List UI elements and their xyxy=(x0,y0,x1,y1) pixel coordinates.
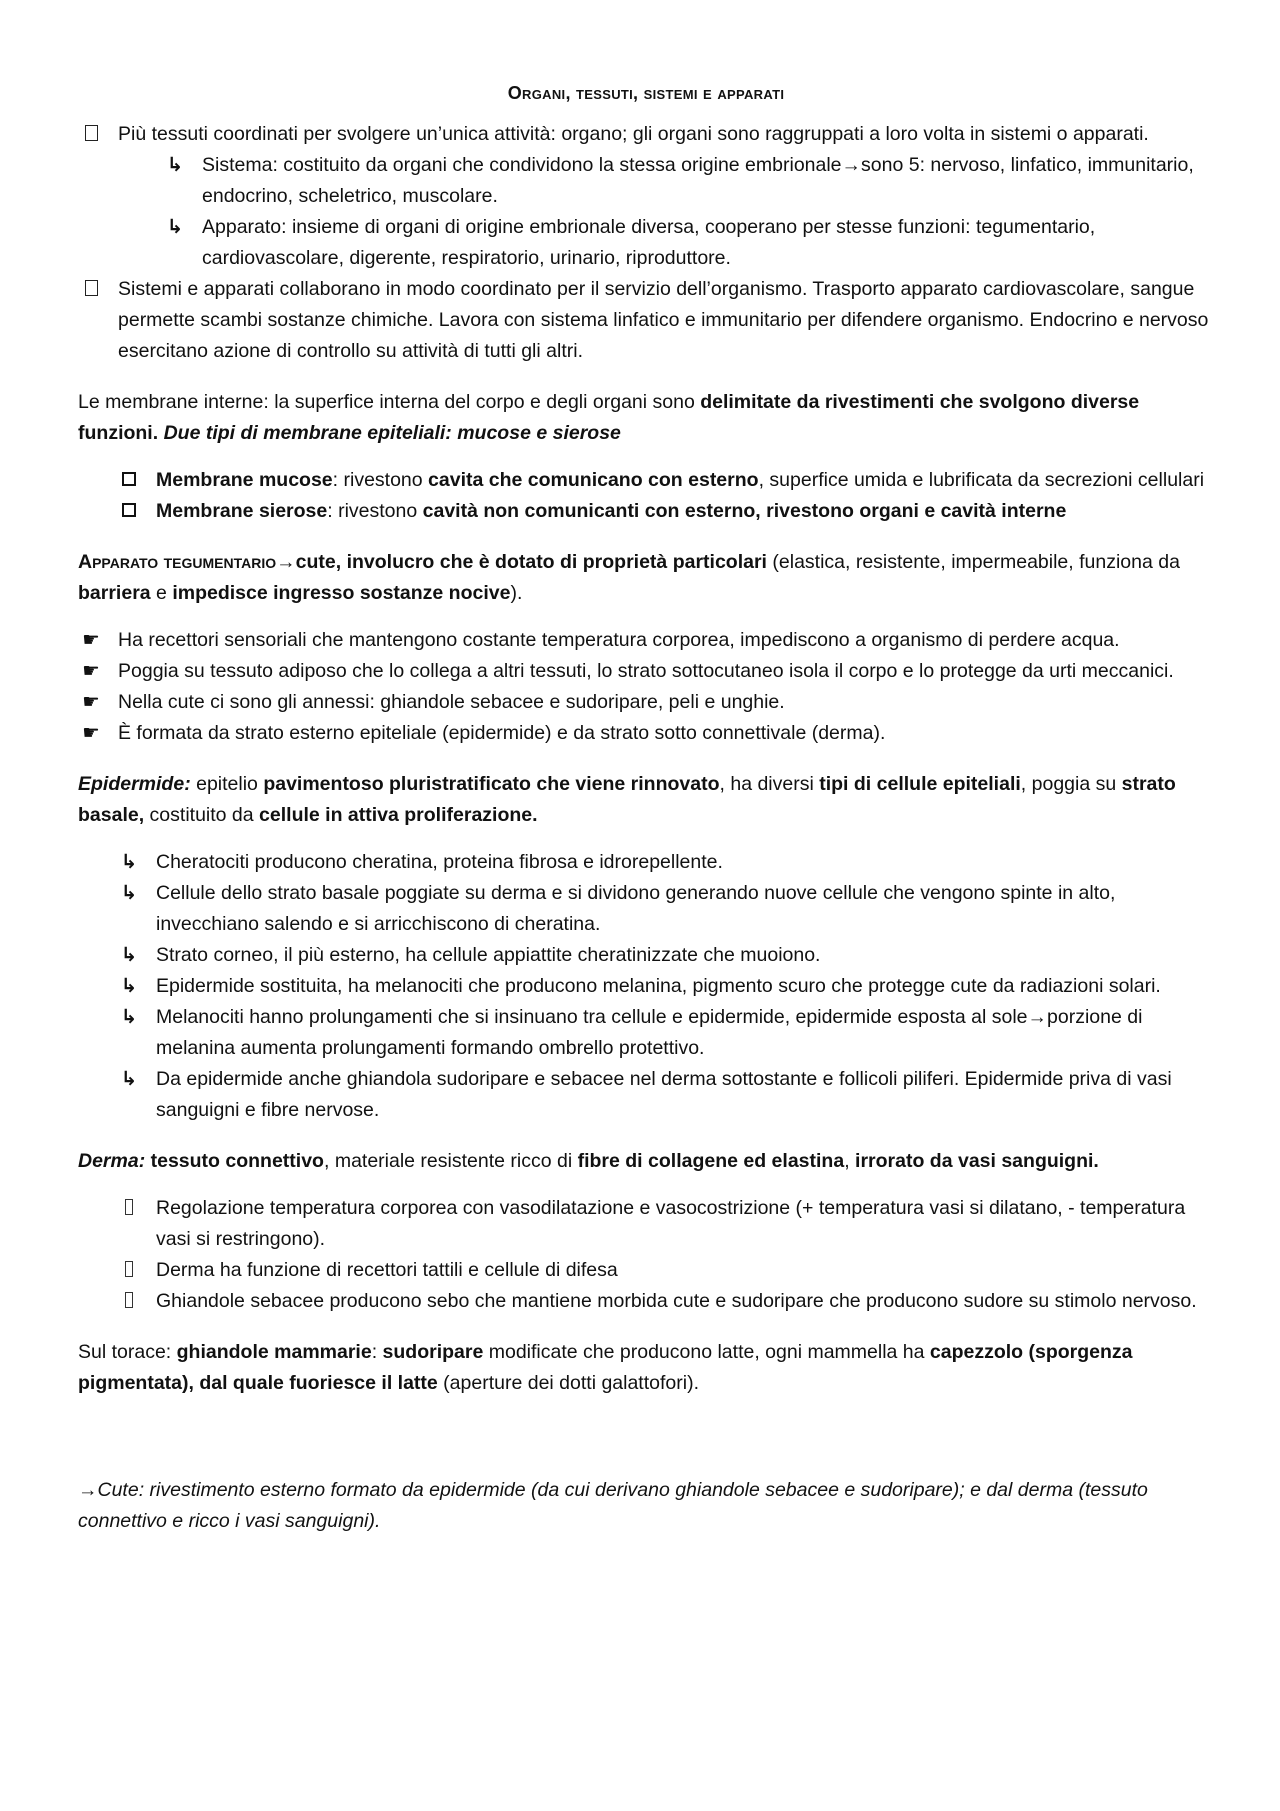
list-item xyxy=(78,940,1214,971)
text-run-bold: ghiandole mammarie xyxy=(176,1341,372,1363)
pointing-hand-icon: ☛ xyxy=(82,691,100,713)
text-run: ). xyxy=(510,582,523,604)
curved-arrow-icon: ↳ xyxy=(120,851,138,873)
text-run: : xyxy=(371,1341,383,1363)
list-item xyxy=(78,687,1214,718)
cute-list xyxy=(78,625,1214,749)
text-run: epitelio xyxy=(190,773,264,795)
list-item xyxy=(78,1002,1214,1064)
curved-arrow-icon: ↳ xyxy=(120,944,138,966)
text-run-bold: tipi di cellule epiteliali xyxy=(819,773,1021,795)
text-run: : rivestono xyxy=(327,500,423,522)
list-item xyxy=(78,274,1214,367)
document-body xyxy=(78,78,1214,1537)
membrane-list xyxy=(78,465,1214,527)
text-run-bold: impedisce ingresso sostanze nocive xyxy=(172,582,511,604)
list-item xyxy=(78,718,1214,749)
text-run-bold: cellule in attiva proliferazione. xyxy=(259,804,538,826)
thin-box-icon xyxy=(116,1255,142,1286)
epidermide-point: Epidermide sostituita, ha melanociti che producono melanina, pigmento scuro che protegge cute da radiazioni solari. xyxy=(156,975,1161,997)
text-run-bold: cavita che comunicano con esterno xyxy=(428,469,759,491)
text-run: costituito da xyxy=(144,804,260,826)
text-run-bold: irrorato da vasi sanguigni. xyxy=(855,1150,1099,1172)
epidermide-point: Cellule dello strato basale poggiate su derma e si dividono generando nuove cellule che vengono spinte in alto, invecchiano salendo e si arricchiscono di cheratina. xyxy=(156,882,1116,935)
text-run-bold: sudoripare xyxy=(382,1341,484,1363)
membrane-name: Membrane sierose xyxy=(156,500,328,522)
derma-list xyxy=(78,1193,1214,1317)
curved-arrow-icon: ↳ xyxy=(120,1068,138,1090)
text-run-bold: cute, involucro che è dotato di proprietà particolari xyxy=(295,551,767,573)
text-run-bold: fibre di collagene ed elastina xyxy=(577,1150,845,1172)
text-run: modificate che producono latte, ogni mammella ha xyxy=(483,1341,930,1363)
text-run-bold: delimitate da rivestimenti che svolgono diverse funzioni. xyxy=(78,391,1140,444)
thin-box-icon xyxy=(116,1286,142,1317)
list-item xyxy=(78,150,1214,212)
pointing-hand-icon: ☛ xyxy=(82,660,100,682)
text-run: (aperture dei dotti galattofori). xyxy=(437,1372,699,1394)
list-item xyxy=(78,1064,1214,1126)
text-run-bold: tessuto connettivo xyxy=(145,1150,324,1172)
text-run: Le membrane interne: la superfice interna del corpo e degli organi sono xyxy=(78,391,701,413)
list-item xyxy=(78,625,1214,656)
curved-arrow-icon: ↳ xyxy=(120,882,138,904)
curved-arrow-icon: ↳ xyxy=(120,975,138,997)
page-title: Organi, tessuti, sistemi e apparati xyxy=(507,83,785,103)
intro-collaborazione: Sistemi e apparati collaborano in modo coordinato per il servizio dell’organismo. Trasporto apparato cardiovascolare, sangue permette scambi sostanze chimiche. Lavora con sistema linfatico e immunitario per difendere organismo. Endocrino e nervoso esercitano azione di controllo su attività di tutti gli altri. xyxy=(118,278,1209,362)
text-run: , poggia su xyxy=(1020,773,1122,795)
section-label: Epidermide: xyxy=(78,773,191,795)
list-item xyxy=(78,119,1214,150)
torace-paragraph xyxy=(78,1337,1214,1399)
intro-sistema: Sistema: costituito da organi che condividono la stessa origine embrionale→sono 5: nervoso, linfatico, immunitario, endocrino, scheletrico, muscolare. xyxy=(202,154,1194,207)
summary-paragraph xyxy=(78,1475,1214,1537)
text-run: Sul torace: xyxy=(78,1341,177,1363)
cute-point: È formata da strato esterno epiteliale (epidermide) e da strato sotto connettivale (derma). xyxy=(118,722,886,744)
derma-paragraph xyxy=(78,1146,1214,1177)
curved-arrow-icon: ↳ xyxy=(166,216,184,238)
checkbox-bullet-icon xyxy=(116,465,142,496)
epidermide-point: Melanociti hanno prolungamenti che si insinuano tra cellule e epidermide, epidermide esposta al sole→porzione di melanina aumenta prolungamenti formando ombrello protettivo. xyxy=(156,1006,1143,1059)
curved-arrow-icon: ↳ xyxy=(166,154,184,176)
list-item xyxy=(78,1255,1214,1286)
text-run-bold-italic: Due tipi di membrane epiteliali: mucose e sierose xyxy=(158,422,621,444)
list-item xyxy=(78,212,1214,274)
derma-point: Regolazione temperatura corporea con vasodilatazione e vasocostrizione (+ temperatura vasi si dilatano, - temperatura vasi si restringono). xyxy=(156,1197,1186,1250)
text-run: : rivestono xyxy=(332,469,429,491)
pointing-hand-icon: ☛ xyxy=(82,722,100,744)
derma-point: Derma ha funzione di recettori tattili e cellule di difesa xyxy=(156,1259,618,1281)
epidermide-paragraph xyxy=(78,769,1214,831)
section-label: Derma: xyxy=(78,1150,146,1172)
curved-arrow-icon: ↳ xyxy=(120,1006,138,1028)
cute-point: Poggia su tessuto adiposo che lo collega a altri tessuti, lo strato sottocutaneo isola il corpo e lo protegge da urti meccanici. xyxy=(118,660,1174,682)
text-run: , materiale resistente ricco di xyxy=(323,1150,578,1172)
box-bullet-icon xyxy=(78,119,104,150)
list-item xyxy=(78,847,1214,878)
text-run: , superfice umida e lubrificata da secrezioni cellulari xyxy=(758,469,1205,491)
pointing-hand-icon: ☛ xyxy=(82,629,100,651)
list-item xyxy=(78,656,1214,687)
text-run: e xyxy=(150,582,173,604)
text-run-bold: capezzolo (sporgenza pigmentata), dal quale fuoriesce il latte xyxy=(78,1341,1133,1394)
cute-point: Nella cute ci sono gli annessi: ghiandole sebacee e sudoripare, peli e unghie. xyxy=(118,691,785,713)
intro-list xyxy=(78,119,1214,367)
text-run-bold: pavimentoso pluristratificato che viene rinnovato xyxy=(263,773,720,795)
thin-box-icon xyxy=(116,1193,142,1224)
text-run: (elastica, resistente, impermeabile, funziona da xyxy=(766,551,1180,573)
text-run-bold: strato basale, xyxy=(78,773,1176,826)
epidermide-point: Da epidermide anche ghiandola sudoripare e sebacee nel derma sottostante e follicoli piliferi. Epidermide priva di vasi sanguigni e fibre nervose. xyxy=(156,1068,1172,1121)
summary-text: →Cute: rivestimento esterno formato da epidermide (da cui derivano ghiandole sebacee e sudoripare); e dal derma (tessuto connettivo e ricco i vasi sanguigni). xyxy=(78,1479,1148,1532)
text-run-bold: cavità non comunicanti con esterno, rivestono organi e cavità interne xyxy=(422,500,1067,522)
text-run-bold: barriera xyxy=(78,582,151,604)
arrow-icon: → xyxy=(276,551,296,573)
intro-apparato: Apparato: insieme di organi di origine embrionale diversa, cooperano per stesse funzioni: tegumentario, cardiovascolare, digerente, respiratorio, urinario, riproduttore. xyxy=(202,216,1096,269)
membrane-paragraph xyxy=(78,387,1214,449)
list-item xyxy=(78,1193,1214,1255)
text-run: , xyxy=(844,1150,856,1172)
list-item xyxy=(78,465,1214,496)
tegumentario-paragraph xyxy=(78,547,1214,609)
list-item xyxy=(78,1286,1214,1317)
intro-organo: Più tessuti coordinati per svolgere un’unica attività: organo; gli organi sono raggruppati a loro volta in sistemi o apparati. xyxy=(118,123,1149,145)
epidermide-list xyxy=(78,847,1214,1126)
text-run: , ha diversi xyxy=(719,773,820,795)
epidermide-point: Cheratociti producono cheratina, proteina fibrosa e idrorepellente. xyxy=(156,851,723,873)
derma-point: Ghiandole sebacee producono sebo che mantiene morbida cute e sudoripare che producono sudore su stimolo nervoso. xyxy=(156,1290,1197,1312)
membrane-name: Membrane mucose xyxy=(156,469,333,491)
checkbox-bullet-icon xyxy=(116,496,142,527)
list-item xyxy=(78,971,1214,1002)
cute-point: Ha recettori sensoriali che mantengono costante temperatura corporea, impediscono a organismo di perdere acqua. xyxy=(118,629,1120,651)
section-label: Apparato tegumentario xyxy=(78,551,277,573)
epidermide-point: Strato corneo, il più esterno, ha cellule appiattite cheratinizzate che muoiono. xyxy=(156,944,821,966)
box-bullet-icon xyxy=(78,274,104,305)
list-item xyxy=(78,496,1214,527)
list-item xyxy=(78,878,1214,940)
